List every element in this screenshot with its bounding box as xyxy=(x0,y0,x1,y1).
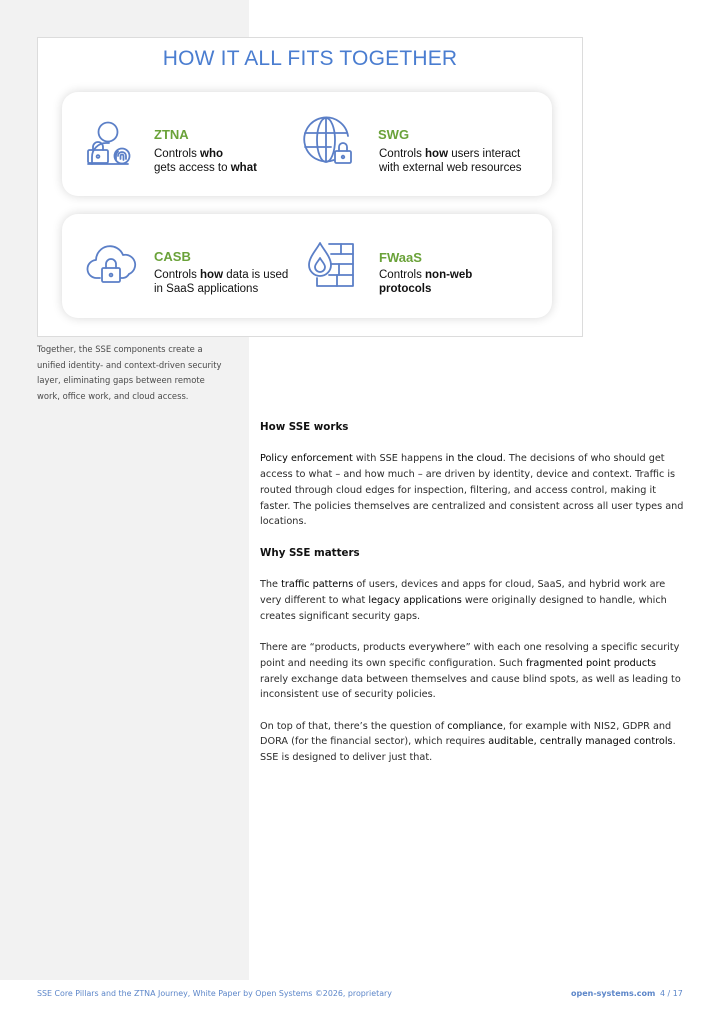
desc-text: gets access to xyxy=(154,161,231,174)
highlight-text: compliance xyxy=(447,720,503,732)
paragraph-traffic-patterns xyxy=(260,577,684,624)
desc-emphasis: who xyxy=(200,148,224,160)
section-heading-why-sse-matters: Why SSE matters xyxy=(260,546,360,559)
desc-text: Controls xyxy=(379,148,426,160)
figure-title: HOW IT ALL FITS TOGETHER xyxy=(162,47,458,70)
footer-website-link[interactable]: open-systems.com xyxy=(571,989,656,998)
user-fingerprint-icon xyxy=(84,118,136,170)
desc-emphasis: how xyxy=(200,269,224,281)
footer-page-number: 4 / 17 xyxy=(660,989,683,998)
pillar-swg xyxy=(302,92,552,196)
body-text: There are “products, products everywhere” with each one resolving a specific security point and needing its own specific configuration. Such xyxy=(260,642,680,669)
pillar-desc-swg xyxy=(379,148,522,175)
globe-lock-icon xyxy=(302,114,354,166)
body-text: rarely exchange data between themselves and cause blind spots, as well as leading to inconsistent use of security policies. xyxy=(260,673,681,701)
pillar-casb xyxy=(62,214,302,318)
cloud-lock-icon xyxy=(86,238,138,290)
firewall-flame-icon xyxy=(308,240,360,292)
desc-emphasis: protocols xyxy=(379,282,432,295)
pillar-desc-casb xyxy=(154,269,288,296)
pillar-desc-ztna xyxy=(154,148,257,175)
desc-text: Controls xyxy=(154,269,201,281)
body-text: . The decisions of who should get access to what – and how much – are driven by identity, device and context. Traffic is routed through cloud edges for inspection, filtering, and access control, making it faster. The policies themselves are centralized and consistent across all user types and locations. xyxy=(260,453,684,528)
pillar-ztna xyxy=(62,92,302,196)
figure-caption: Together, the SSE components create a unified identity- and context-driven security layer, eliminating gaps between remote work, office work, and cloud access. xyxy=(37,344,222,401)
desc-text: Controls xyxy=(154,148,201,160)
pillar-name-fwaas: FWaaS xyxy=(379,250,422,265)
footer-document-info: SSE Core Pillars and the ZTNA Journey, White Paper by Open Systems ©2026, proprietary xyxy=(37,989,392,998)
desc-text: users interact xyxy=(448,148,521,160)
body-text: , for example with NIS2, GDPR and DORA (for the financial sector), which requires xyxy=(260,720,672,748)
highlight-text: auditable, centrally managed controls xyxy=(488,736,673,748)
pillar-card-top xyxy=(62,92,552,196)
highlight-text: traffic patterns xyxy=(281,579,354,591)
desc-text: with external web resources xyxy=(379,161,522,174)
sse-pillars-figure xyxy=(37,37,583,337)
desc-text: Controls xyxy=(379,269,426,281)
pillar-fwaas xyxy=(302,214,552,318)
pillar-name-ztna: ZTNA xyxy=(154,127,189,142)
paragraph-compliance xyxy=(260,719,684,766)
pillar-name-casb: CASB xyxy=(154,249,191,264)
paragraph-point-products xyxy=(260,640,684,703)
body-text: The xyxy=(260,579,282,591)
body-text: with SSE happens xyxy=(352,453,446,465)
section-heading-how-sse-works: How SSE works xyxy=(260,421,349,433)
desc-emphasis: non-web xyxy=(425,269,473,281)
desc-emphasis: what xyxy=(230,161,257,174)
desc-text: in SaaS applications xyxy=(154,282,259,295)
highlight-text: in the cloud xyxy=(445,453,503,465)
desc-emphasis: how xyxy=(425,148,449,160)
page-footer xyxy=(0,980,720,1019)
pillar-card-bottom xyxy=(62,214,552,318)
body-text: were originally designed to handle, which creates significant security gaps. xyxy=(260,595,667,622)
body-text: of users, devices and apps for cloud, SaaS, and hybrid work are very different to what xyxy=(260,579,666,606)
body-text: On top of that, there’s the question of xyxy=(260,720,448,732)
highlight-text: fragmented point products xyxy=(525,657,657,669)
desc-text: data is used xyxy=(223,269,289,281)
paragraph-how-sse-works xyxy=(260,451,684,530)
highlight-text: legacy applications xyxy=(368,595,462,606)
pillar-desc-fwaas xyxy=(379,269,472,296)
pillar-name-swg: SWG xyxy=(378,127,410,142)
main-body-text xyxy=(260,420,684,766)
highlight-text: Policy enforcement xyxy=(260,453,353,465)
body-text: . SSE is designed to deliver just that. xyxy=(260,736,676,763)
